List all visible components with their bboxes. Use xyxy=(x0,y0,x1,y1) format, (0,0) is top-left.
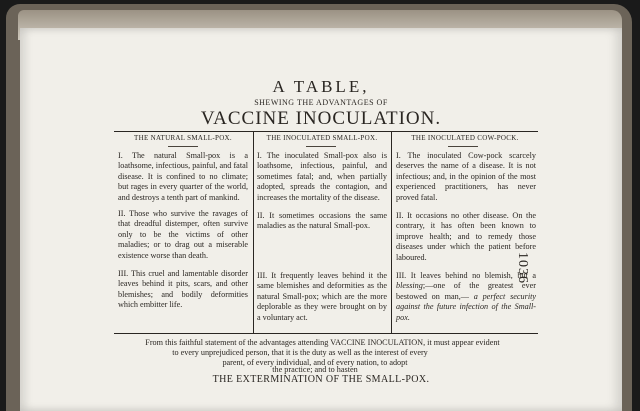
natural-para-1: I. The natural Small-pox is a loathsome, infectious, painful, and fatal disease. It is confined to no climate; but rages in every quarter of the world, and destroys a tenth part of mankind. xyxy=(118,151,248,202)
column-header-natural: THE NATURAL SMALL-POX. xyxy=(134,134,232,142)
table-top-rule xyxy=(114,131,538,132)
column-header-underline xyxy=(448,146,478,147)
footer-conclusion: THE EXTERMINATION OF THE SMALL-POX. xyxy=(212,374,430,385)
column-divider-2 xyxy=(391,132,392,333)
column-header-underline xyxy=(306,146,336,147)
cowpock-para-3 xyxy=(396,271,536,323)
inoculated-para-2: II. It sometimes occasions the same maladies as the natural Small-pox. xyxy=(257,211,387,231)
page-number: 1036 xyxy=(515,252,530,284)
book-page xyxy=(20,28,622,411)
blessing-word: blessing xyxy=(396,281,423,291)
cowpock-para-3-text: ;—one of the greatest ever bestowed on man,— xyxy=(396,281,536,301)
cowpock-para-1: I. The inoculated Cow-pock scarcely deserves the name of a disease. It is not infectious; and, in the opinion of the most experienced practitioners, has never proved fatal. xyxy=(396,151,536,202)
natural-para-3: III. This cruel and lamentable disorder leaves behind it pits, scars, and other blemishes; and bodily deformities which embitter life. xyxy=(118,269,248,310)
table-bottom-rule xyxy=(114,333,538,334)
column-header-cowpock: THE INOCULATED COW-POCK. xyxy=(411,134,519,142)
table-title: A TABLE, xyxy=(272,77,370,96)
inoculated-para-3: III. It frequently leaves behind it the same blemishes and deformities as the natural Small-pox; which are the more deplorable as they were brought on by a voluntary act. xyxy=(257,271,387,322)
inoculated-para-1: I. The inoculated Small-pox also is loathsome, infectious, painful, and sometimes fatal; and, when partially adopted, spreads the contagion, and increases the mortality of the disease. xyxy=(257,151,387,202)
footer-line-1: From this faithful statement of the advantages attending VACCINE INOCULATION, it must appear evident xyxy=(145,338,500,347)
column-header-inoculated-smallpox: THE INOCULATED SMALL-POX. xyxy=(266,134,378,142)
cowpock-para-2: II. It occasions no other disease. On the contrary, it has often been known to improve health; and to remedy those diseases under which the patient before laboured. xyxy=(396,211,536,262)
table-subtitle: SHEWING THE ADVANTAGES OF xyxy=(254,98,388,107)
table-main-heading: VACCINE INOCULATION. xyxy=(200,108,442,129)
footer-line-3: parent, of every individual, and of every nation, to adopt xyxy=(222,358,408,367)
natural-para-2: II. Those who survive the ravages of that dreadful distemper, often survive only to be the victims of other maladies; or to drag out a miserable existence worse than death. xyxy=(118,209,248,260)
cowpock-para-3-text: III. It leaves behind no blemish, but a xyxy=(396,271,536,280)
column-header-underline xyxy=(168,146,198,147)
footer-line-4: the practice; and to hasten xyxy=(272,365,358,374)
cowpock-para-3-italic: a perfect security against the future infection of the Small-pox. xyxy=(396,291,536,322)
column-divider-1 xyxy=(253,132,254,333)
footer-line-2: to every unprejudiced person, that it is the duty as well as the interest of every xyxy=(172,348,428,357)
